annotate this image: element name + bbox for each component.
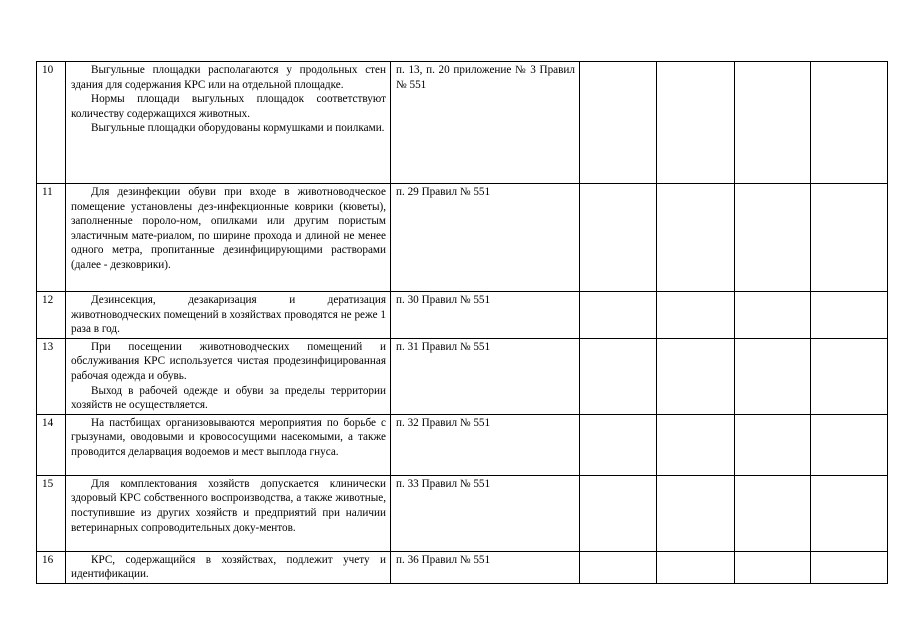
reference-cell: п. 32 Правил № 551 — [391, 414, 580, 475]
answer-cell[interactable] — [735, 414, 811, 475]
table-body — [37, 62, 888, 584]
answer-cell[interactable] — [657, 292, 735, 339]
checklist-table — [36, 61, 888, 584]
answer-cell[interactable] — [580, 551, 657, 583]
answer-cell[interactable] — [735, 184, 811, 292]
answer-cell[interactable] — [657, 338, 735, 414]
requirement-cell — [66, 184, 391, 292]
table-row — [37, 292, 888, 339]
reference-cell: п. 30 Правил № 551 — [391, 292, 580, 339]
answer-cell[interactable] — [735, 551, 811, 583]
answer-cell[interactable] — [811, 475, 888, 551]
answer-cell[interactable] — [735, 292, 811, 339]
answer-cell[interactable] — [811, 551, 888, 583]
answer-cell[interactable] — [657, 184, 735, 292]
reference-cell: п. 31 Правил № 551 — [391, 338, 580, 414]
answer-cell[interactable] — [580, 292, 657, 339]
requirement-cell — [66, 414, 391, 475]
answer-cell[interactable] — [735, 62, 811, 184]
reference-cell: п. 13, п. 20 приложение № 3 Правил № 551 — [391, 62, 580, 184]
reference-cell: п. 33 Правил № 551 — [391, 475, 580, 551]
row-number: 14 — [37, 414, 66, 475]
row-number: 11 — [37, 184, 66, 292]
answer-cell[interactable] — [580, 475, 657, 551]
table-row — [37, 551, 888, 583]
requirement-cell — [66, 292, 391, 339]
table-row — [37, 338, 888, 414]
answer-cell[interactable] — [657, 475, 735, 551]
answer-cell[interactable] — [735, 475, 811, 551]
row-number: 12 — [37, 292, 66, 339]
table-row — [37, 414, 888, 475]
answer-cell[interactable] — [580, 414, 657, 475]
reference-cell: п. 29 Правил № 551 — [391, 184, 580, 292]
table-row — [37, 62, 888, 184]
table-row — [37, 475, 888, 551]
requirement-paragraph: Выгульные площадки располагаются у продольных стен здания для содержания КРС или на отдельной площадке. — [71, 64, 386, 91]
answer-cell[interactable] — [657, 62, 735, 184]
answer-cell[interactable] — [580, 338, 657, 414]
answer-cell[interactable] — [580, 62, 657, 184]
reference-cell: п. 36 Правил № 551 — [391, 551, 580, 583]
requirement-paragraph: Нормы площади выгульных площадок соответствуют количеству содержащихся животных. — [71, 93, 386, 120]
table-row — [37, 184, 888, 292]
requirement-cell — [66, 338, 391, 414]
row-number: 16 — [37, 551, 66, 583]
answer-cell[interactable] — [735, 338, 811, 414]
row-number: 13 — [37, 338, 66, 414]
requirement-cell — [66, 62, 391, 184]
answer-cell[interactable] — [811, 338, 888, 414]
requirement-paragraph: На пастбищах организовываются мероприятия по борьбе с грызунами, оводовыми и кровососущими насекомыми, а также проводится деларвация водоемов и мест выплода гнуса. — [71, 416, 386, 458]
requirement-cell — [66, 475, 391, 551]
requirement-paragraph: Дезинсекция, дезакаризация и дератизация животноводческих помещений в хозяйствах проводятся не реже 1 раза в год. — [71, 294, 386, 336]
answer-cell[interactable] — [657, 414, 735, 475]
requirement-paragraph: Для комплектования хозяйств допускается клинически здоровый КРС собственного воспроизводства, а также животные, поступившие из других хозяйств и предприятий при наличии ветеринарных сопроводительных доку-ментов. — [71, 477, 386, 534]
row-number: 15 — [37, 475, 66, 551]
answer-cell[interactable] — [811, 62, 888, 184]
answer-cell[interactable] — [657, 551, 735, 583]
answer-cell[interactable] — [811, 184, 888, 292]
requirement-paragraph: Выход в рабочей одежде и обуви за пределы территории хозяйств не осуществляется. — [71, 384, 386, 412]
requirement-cell — [66, 551, 391, 583]
requirement-paragraph: Выгульные площадки оборудованы кормушками и поилками. — [91, 122, 385, 135]
answer-cell[interactable] — [811, 414, 888, 475]
requirement-paragraph: При посещении животноводческих помещений и обслуживания КРС используется чистая продезинфицированная рабочая одежда и обувь. — [71, 340, 386, 382]
requirement-paragraph: КРС, содержащийся в хозяйствах, подлежит учету и идентификации. — [71, 553, 386, 581]
row-number: 10 — [37, 62, 66, 184]
answer-cell[interactable] — [580, 184, 657, 292]
answer-cell[interactable] — [811, 292, 888, 339]
requirement-paragraph: Для дезинфекции обуви при входе в животноводческое помещение установлены дез-инфекционные коврики (кюветы), заполненные пороло-ном, опилками или другим пористым эластичным мате-риалом, по ширине прохода и длиной не менее одного метра, пропитанные дезинфицирующими растворами (далее - дезковрики). — [71, 186, 386, 271]
